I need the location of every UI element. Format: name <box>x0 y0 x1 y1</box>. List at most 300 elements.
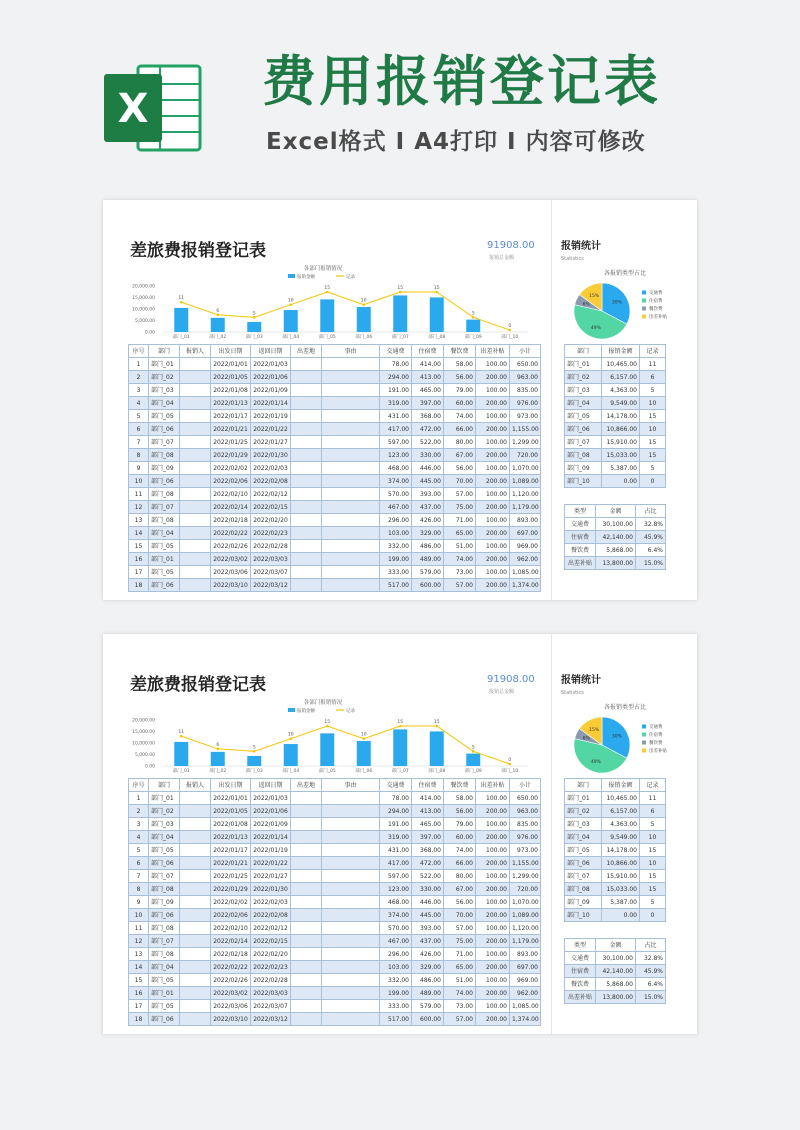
table-cell: 486.00 <box>412 974 444 987</box>
table-cell: 1,155.00 <box>510 423 541 436</box>
table-cell: 200.00 <box>476 909 510 922</box>
data-label-count: 6 <box>216 742 220 748</box>
table-row <box>129 805 541 818</box>
table-cell <box>291 579 322 592</box>
x-tick-label: 部门_10 <box>501 335 519 340</box>
table-cell <box>322 358 380 371</box>
table-cell: 部门_06 <box>149 1013 180 1026</box>
table-cell <box>322 1013 380 1026</box>
column-header: 报销金额 <box>602 779 640 792</box>
table-cell <box>291 358 322 371</box>
table-cell: 部门_04 <box>149 961 180 974</box>
column-header: 金额 <box>596 505 636 518</box>
table-cell: 部门_04 <box>565 831 602 844</box>
table-cell <box>291 384 322 397</box>
table-cell: 15 <box>640 883 666 896</box>
table-cell <box>291 423 322 436</box>
table-cell: 962.00 <box>510 987 541 1000</box>
table-cell: 15.0% <box>636 557 666 570</box>
table-cell: 431.00 <box>380 410 412 423</box>
pie-title: 各报销类型占比 <box>603 270 646 277</box>
table-cell <box>180 883 211 896</box>
table-cell: 15 <box>640 410 666 423</box>
table-cell: 42,140.00 <box>596 531 636 544</box>
table-cell <box>291 371 322 384</box>
table-cell: 2022/03/07 <box>251 566 291 579</box>
table-cell: 部门_05 <box>565 410 602 423</box>
table-row <box>565 384 666 397</box>
table-cell: 7 <box>129 870 149 883</box>
chart-legend <box>288 707 355 714</box>
table-cell: 74.00 <box>444 844 476 857</box>
table-cell: 57.00 <box>444 488 476 501</box>
pie-slice-label: 15% <box>589 294 600 300</box>
main-section <box>103 634 543 1034</box>
column-header: 餐饮费 <box>444 345 476 358</box>
line-point <box>326 725 329 728</box>
line-point <box>472 316 475 319</box>
table-cell: 部门_08 <box>149 488 180 501</box>
table-cell: 2022/02/15 <box>251 501 291 514</box>
table-cell: 6,157.00 <box>602 371 640 384</box>
chart-bar <box>284 310 298 332</box>
table-cell <box>291 805 322 818</box>
table-cell <box>291 844 322 857</box>
table-cell: 71.00 <box>444 948 476 961</box>
table-cell: 10 <box>640 831 666 844</box>
table-cell: 100.00 <box>476 870 510 883</box>
table-cell: 200.00 <box>476 805 510 818</box>
table-cell: 1,089.00 <box>510 909 541 922</box>
table-cell <box>291 818 322 831</box>
y-tick-label: 10,000.00 <box>132 307 155 313</box>
table-row <box>129 961 541 974</box>
table-cell <box>322 883 380 896</box>
table-cell: 9,549.00 <box>602 831 640 844</box>
table-cell: 6 <box>640 371 666 384</box>
chart-bar <box>320 733 334 766</box>
column-header: 住宿费 <box>412 345 444 358</box>
table-header <box>565 939 666 952</box>
table-cell: 67.00 <box>444 449 476 462</box>
table-cell: 部门_02 <box>565 371 602 384</box>
table-row <box>565 436 666 449</box>
table-cell: 417.00 <box>380 857 412 870</box>
bar-line-chart <box>103 264 543 344</box>
x-tick-label: 部门_01 <box>172 769 190 774</box>
table-cell <box>180 501 211 514</box>
table-cell: 56.00 <box>444 462 476 475</box>
table-cell: 2022/01/06 <box>251 805 291 818</box>
table-cell: 969.00 <box>510 540 541 553</box>
table-cell: 5 <box>129 844 149 857</box>
table-cell: 出差补贴 <box>565 991 596 1004</box>
table-cell <box>180 987 211 1000</box>
table-cell: 100.00 <box>476 384 510 397</box>
table-cell <box>291 935 322 948</box>
chart-bar <box>211 318 225 332</box>
table-cell: 部门_05 <box>149 974 180 987</box>
table-cell: 468.00 <box>380 896 412 909</box>
table-cell: 100.00 <box>476 922 510 935</box>
x-tick-label: 部门_10 <box>501 769 519 774</box>
table-row <box>129 579 541 592</box>
table-cell: 部门_05 <box>149 1000 180 1013</box>
table-cell: 100.00 <box>476 792 510 805</box>
table-cell: 2022/03/02 <box>211 987 251 1000</box>
line-point <box>362 303 365 306</box>
table-cell: 6.4% <box>636 978 666 991</box>
table-cell: 部门_06 <box>149 579 180 592</box>
table-cell: 4,363.00 <box>602 384 640 397</box>
column-header: 小计 <box>510 779 541 792</box>
table-cell: 3 <box>129 384 149 397</box>
table-cell: 部门_02 <box>149 805 180 818</box>
table-cell: 32.8% <box>636 952 666 965</box>
table-cell: 住宿费 <box>565 965 596 978</box>
x-tick-label: 部门_06 <box>355 335 373 340</box>
table-cell: 56.00 <box>444 805 476 818</box>
table-cell <box>322 948 380 961</box>
table-cell: 部门_08 <box>565 449 602 462</box>
table-cell: 65.00 <box>444 527 476 540</box>
table-cell <box>180 935 211 948</box>
legend-swatch-amount <box>288 274 295 278</box>
table-cell <box>322 397 380 410</box>
legend-label-count: 记录 <box>346 709 355 714</box>
x-tick-label: 部门_08 <box>428 769 446 774</box>
table-cell: 13 <box>129 948 149 961</box>
table-cell <box>291 527 322 540</box>
chart-bar <box>284 744 298 766</box>
table-cell: 2022/01/06 <box>251 371 291 384</box>
table-cell: 15 <box>640 870 666 883</box>
chart-bar <box>174 742 188 766</box>
sheet-preview-1 <box>103 200 697 600</box>
table-cell: 973.00 <box>510 844 541 857</box>
table-cell: 10 <box>640 857 666 870</box>
table-cell: 2022/02/03 <box>251 462 291 475</box>
table-row <box>565 792 666 805</box>
table-cell: 319.00 <box>380 397 412 410</box>
y-tick-label: 10,000.00 <box>132 741 155 747</box>
pie-title: 各报销类型占比 <box>603 704 646 711</box>
line-point <box>289 737 292 740</box>
table-cell: 976.00 <box>510 397 541 410</box>
table-row <box>129 514 541 527</box>
table-cell: 368.00 <box>412 844 444 857</box>
table-cell: 2022/02/10 <box>211 922 251 935</box>
table-cell: 522.00 <box>412 870 444 883</box>
table-cell <box>180 805 211 818</box>
table-cell: 2022/03/06 <box>211 566 251 579</box>
table-cell: 835.00 <box>510 818 541 831</box>
table-cell: 100.00 <box>476 436 510 449</box>
table-cell <box>291 501 322 514</box>
table-cell: 332.00 <box>380 974 412 987</box>
table-cell: 2022/03/12 <box>251 1013 291 1026</box>
table-cell: 住宿费 <box>565 531 596 544</box>
table-cell: 2022/02/08 <box>251 909 291 922</box>
table-cell: 0.00 <box>602 909 640 922</box>
table-cell: 部门_04 <box>149 527 180 540</box>
chart-bar <box>466 320 480 332</box>
table-cell: 14,178.00 <box>602 844 640 857</box>
column-header: 报销金额 <box>602 345 640 358</box>
table-cell <box>322 844 380 857</box>
table-row <box>565 818 666 831</box>
table-cell <box>322 792 380 805</box>
table-row <box>129 384 541 397</box>
table-cell <box>291 987 322 1000</box>
table-cell: 2022/01/19 <box>251 844 291 857</box>
table-cell: 部门_05 <box>149 844 180 857</box>
table-cell: 2022/02/28 <box>251 974 291 987</box>
main-section <box>103 200 543 600</box>
table-cell: 446.00 <box>412 462 444 475</box>
table-cell: 976.00 <box>510 831 541 844</box>
column-header: 交通费 <box>380 779 412 792</box>
table-cell: 6 <box>129 423 149 436</box>
table-cell: 100.00 <box>476 566 510 579</box>
table-row <box>129 501 541 514</box>
table-cell: 5 <box>640 462 666 475</box>
table-cell: 200.00 <box>476 475 510 488</box>
table-row <box>129 818 541 831</box>
table-cell: 200.00 <box>476 449 510 462</box>
table-cell: 2022/01/08 <box>211 818 251 831</box>
table-cell: 2022/01/21 <box>211 857 251 870</box>
line-point <box>289 303 292 306</box>
table-cell: 10 <box>129 909 149 922</box>
table-cell: 餐饮费 <box>565 978 596 991</box>
table-cell: 697.00 <box>510 527 541 540</box>
data-label-count: 5 <box>252 311 256 317</box>
y-tick-label: 5,000.00 <box>134 319 155 324</box>
table-cell: 11 <box>129 922 149 935</box>
statistics-subtitle: Statistics <box>561 690 584 696</box>
table-cell <box>180 857 211 870</box>
table-cell: 部门_09 <box>149 896 180 909</box>
table-cell: 397.00 <box>412 397 444 410</box>
table-cell <box>180 831 211 844</box>
table-cell: 79.00 <box>444 384 476 397</box>
table-cell: 2022/01/29 <box>211 883 251 896</box>
table-row <box>129 397 541 410</box>
table-cell: 58.00 <box>444 358 476 371</box>
category-summary-table <box>564 938 666 1004</box>
pie-legend-swatch <box>642 733 646 737</box>
table-cell: 1,089.00 <box>510 475 541 488</box>
chart-bar <box>393 295 407 332</box>
table-cell: 17 <box>129 1000 149 1013</box>
table-cell: 10 <box>129 475 149 488</box>
table-cell: 11 <box>129 488 149 501</box>
table-cell: 部门_09 <box>149 462 180 475</box>
table-cell: 200.00 <box>476 857 510 870</box>
table-cell <box>291 553 322 566</box>
table-cell: 445.00 <box>412 475 444 488</box>
table-cell: 1 <box>129 358 149 371</box>
y-tick-label: 20,000.00 <box>132 284 155 290</box>
pie-chart <box>552 712 698 778</box>
table-cell <box>322 961 380 974</box>
table-cell <box>180 488 211 501</box>
table-cell: 3 <box>129 818 149 831</box>
table-cell: 部门_01 <box>149 358 180 371</box>
table-cell: 100.00 <box>476 1000 510 1013</box>
table-row <box>565 896 666 909</box>
table-cell: 431.00 <box>380 844 412 857</box>
table-header <box>565 345 666 358</box>
table-cell: 2022/01/01 <box>211 358 251 371</box>
table-cell: 71.00 <box>444 514 476 527</box>
table-cell: 0 <box>640 909 666 922</box>
table-cell <box>180 553 211 566</box>
pie-slice-label: 30% <box>611 300 622 306</box>
table-cell: 5 <box>640 896 666 909</box>
chart-bar <box>247 756 261 766</box>
table-cell: 32.8% <box>636 518 666 531</box>
table-cell: 2022/02/18 <box>211 514 251 527</box>
table-cell <box>180 462 211 475</box>
table-cell <box>291 514 322 527</box>
table-cell: 332.00 <box>380 540 412 553</box>
table-cell: 部门_07 <box>565 436 602 449</box>
banner-subtitle: Excel格式 I A4打印 I 内容可修改 <box>266 129 646 155</box>
column-header: 报销人 <box>180 779 211 792</box>
table-cell: 437.00 <box>412 935 444 948</box>
table-cell: 2022/02/03 <box>251 896 291 909</box>
table-cell <box>291 870 322 883</box>
line-point <box>253 316 256 319</box>
table-cell: 74.00 <box>444 410 476 423</box>
table-cell: 1,299.00 <box>510 870 541 883</box>
column-header: 报销人 <box>180 345 211 358</box>
table-cell <box>322 805 380 818</box>
table-cell: 8 <box>129 449 149 462</box>
table-cell: 579.00 <box>412 1000 444 1013</box>
table-row <box>565 870 666 883</box>
column-header: 部门 <box>149 779 180 792</box>
table-cell: 5 <box>640 384 666 397</box>
table-cell: 2022/01/30 <box>251 883 291 896</box>
table-cell: 465.00 <box>412 818 444 831</box>
table-cell: 2022/03/03 <box>251 553 291 566</box>
table-cell: 2022/02/23 <box>251 527 291 540</box>
table-cell: 720.00 <box>510 449 541 462</box>
table-cell: 13 <box>129 514 149 527</box>
table-row <box>565 883 666 896</box>
table-cell: 294.00 <box>380 371 412 384</box>
column-header: 出差补贴 <box>476 345 510 358</box>
x-tick-label: 部门_06 <box>355 769 373 774</box>
table-cell: 200.00 <box>476 371 510 384</box>
chart-bar <box>174 308 188 332</box>
table-cell: 720.00 <box>510 883 541 896</box>
logo-letter: X <box>117 86 149 132</box>
column-header: 占比 <box>636 939 666 952</box>
table-cell: 1,120.00 <box>510 488 541 501</box>
table-cell: 123.00 <box>380 883 412 896</box>
table-row <box>565 462 666 475</box>
table-row <box>129 449 541 462</box>
pie-slice-label: 49% <box>590 325 601 331</box>
table-row <box>129 870 541 883</box>
bar-line-chart <box>103 698 543 778</box>
table-cell: 2022/02/10 <box>211 488 251 501</box>
table-cell <box>180 410 211 423</box>
table-cell: 100.00 <box>476 948 510 961</box>
table-cell: 2022/01/03 <box>251 358 291 371</box>
table-cell <box>180 870 211 883</box>
table-cell: 413.00 <box>412 805 444 818</box>
table-cell: 597.00 <box>380 870 412 883</box>
table-cell: 1,070.00 <box>510 896 541 909</box>
table-cell: 2022/01/14 <box>251 831 291 844</box>
line-point <box>216 314 219 317</box>
table-header <box>129 345 541 358</box>
table-cell <box>322 384 380 397</box>
table-cell: 14 <box>129 527 149 540</box>
expense-table <box>128 344 541 592</box>
table-cell: 部门_04 <box>565 397 602 410</box>
data-label-count: 0 <box>508 324 512 329</box>
table-cell <box>291 1013 322 1026</box>
table-cell: 200.00 <box>476 883 510 896</box>
x-tick-label: 部门_09 <box>464 335 482 340</box>
table-cell: 2022/02/02 <box>211 896 251 909</box>
table-cell: 部门_09 <box>565 462 602 475</box>
table-cell: 56.00 <box>444 896 476 909</box>
table-cell <box>291 436 322 449</box>
chart-title: 各部门报销情况 <box>303 700 343 706</box>
table-cell: 2022/01/22 <box>251 423 291 436</box>
table-cell: 2022/02/20 <box>251 514 291 527</box>
pie-slice-label: 6% <box>582 736 590 742</box>
table-cell: 319.00 <box>380 831 412 844</box>
table-cell <box>180 792 211 805</box>
table-cell: 75.00 <box>444 501 476 514</box>
table-cell: 15,910.00 <box>602 436 640 449</box>
column-header: 序号 <box>129 779 149 792</box>
table-cell: 2022/01/19 <box>251 410 291 423</box>
table-cell <box>322 540 380 553</box>
table-cell: 10 <box>640 397 666 410</box>
table-row <box>129 410 541 423</box>
x-tick-label: 部门_01 <box>172 335 190 340</box>
series-line-count <box>181 726 510 764</box>
table-cell: 2022/01/29 <box>211 449 251 462</box>
dept-summary-table <box>564 778 666 922</box>
table-cell: 9 <box>129 462 149 475</box>
table-cell: 2022/01/03 <box>251 792 291 805</box>
table-cell: 330.00 <box>412 449 444 462</box>
table-row <box>129 553 541 566</box>
table-cell: 9,549.00 <box>602 397 640 410</box>
table-cell: 73.00 <box>444 566 476 579</box>
line-point <box>180 735 183 738</box>
table-cell: 100.00 <box>476 358 510 371</box>
table-cell <box>291 961 322 974</box>
table-cell: 650.00 <box>510 358 541 371</box>
line-point <box>399 291 402 294</box>
table-cell <box>291 909 322 922</box>
column-header: 事由 <box>322 345 380 358</box>
table-cell: 100.00 <box>476 488 510 501</box>
table-cell <box>322 974 380 987</box>
column-header: 返回日期 <box>251 345 291 358</box>
